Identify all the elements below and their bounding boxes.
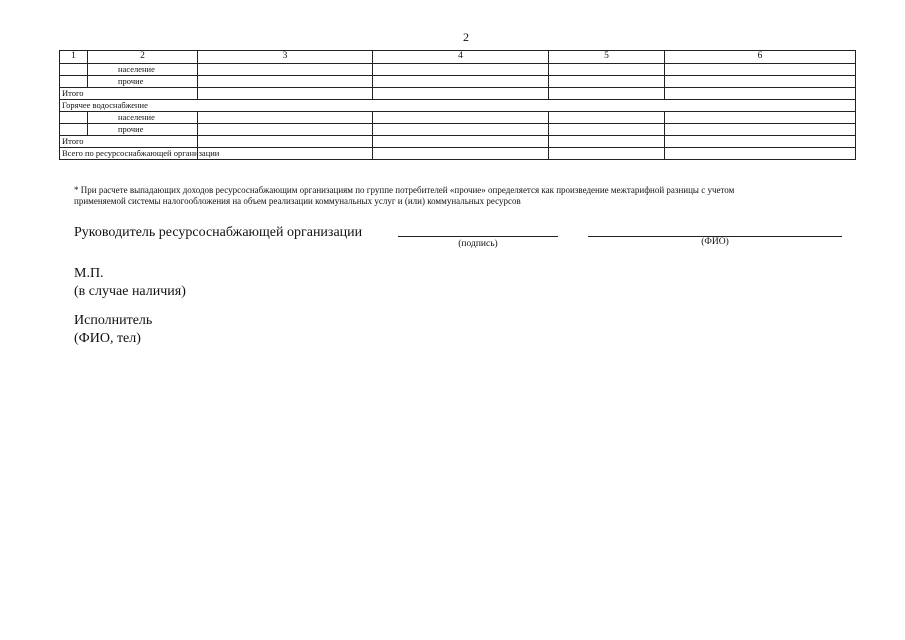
table-cell	[373, 136, 549, 148]
table-cell	[549, 64, 665, 76]
report-table	[59, 50, 856, 160]
table-cell	[198, 64, 373, 76]
table-header-row	[60, 51, 856, 64]
footnote-line: применяемой системы налогообложения на объем реализации коммунальных услуг и (или) коммунальных ресурсов	[74, 196, 521, 206]
table-cell	[549, 112, 665, 124]
table-cell	[549, 148, 665, 160]
table-cell	[198, 88, 373, 100]
table-row	[60, 64, 856, 76]
table-cell	[665, 124, 856, 136]
table-cell	[60, 64, 88, 76]
table-cell	[198, 148, 373, 160]
table-cell	[665, 88, 856, 100]
table-cell: прочие	[88, 76, 198, 88]
table-cell	[373, 112, 549, 124]
table-cell: Всего по ресурсоснабжающей организации	[60, 148, 198, 160]
table-cell: Итого	[60, 136, 198, 148]
table-cell	[373, 76, 549, 88]
table-row	[60, 112, 856, 124]
table-cell	[373, 64, 549, 76]
table-cell	[549, 88, 665, 100]
table-row	[60, 124, 856, 136]
stamp-block	[74, 265, 186, 301]
table-cell	[198, 124, 373, 136]
table-cell	[665, 148, 856, 160]
name-caption: (ФИО)	[701, 237, 729, 247]
signature-caption: (подпись)	[458, 239, 498, 249]
table-cell	[665, 136, 856, 148]
column-header: 6	[665, 51, 856, 64]
executor-block	[74, 312, 152, 348]
footnote	[74, 185, 834, 207]
table-cell	[665, 76, 856, 88]
table-cell: прочие	[88, 124, 198, 136]
signature-line	[398, 236, 558, 237]
table-cell	[198, 76, 373, 88]
stamp-label: М.П.	[74, 266, 104, 281]
table-row	[60, 76, 856, 88]
stamp-note: (в случае наличия)	[74, 284, 186, 299]
table-cell: население	[88, 64, 198, 76]
footnote-line: * При расчете выпадающих доходов ресурсоснабжающим организациям по группе потребителей «прочие» определяется как произведение межтарифной разницы с учетом	[74, 185, 735, 195]
column-header: 1	[60, 51, 88, 64]
table-row	[60, 136, 856, 148]
executor-contact: (ФИО, тел)	[74, 331, 141, 346]
column-header: 4	[373, 51, 549, 64]
table-cell	[549, 136, 665, 148]
table-cell	[198, 112, 373, 124]
column-header: 5	[549, 51, 665, 64]
table-cell	[60, 76, 88, 88]
table-cell	[198, 136, 373, 148]
table-cell	[60, 112, 88, 124]
table-cell: Горячее водоснабжение	[60, 100, 856, 112]
table-cell	[665, 64, 856, 76]
executor-label: Исполнитель	[74, 313, 153, 328]
table-cell: население	[88, 112, 198, 124]
table-row	[60, 100, 856, 112]
table-cell	[373, 148, 549, 160]
table-cell	[373, 88, 549, 100]
table-cell	[549, 76, 665, 88]
table-cell	[665, 112, 856, 124]
table-body	[60, 51, 856, 160]
table-cell	[60, 124, 88, 136]
manager-signature-label: Руководитель ресурсоснабжающей организации	[74, 225, 363, 240]
table-cell: Итого	[60, 88, 198, 100]
table-row	[60, 148, 856, 160]
page-number: 2	[463, 30, 469, 44]
column-header: 3	[198, 51, 373, 64]
table-cell	[549, 124, 665, 136]
table-row	[60, 88, 856, 100]
table-cell	[373, 124, 549, 136]
column-header: 2	[88, 51, 198, 64]
